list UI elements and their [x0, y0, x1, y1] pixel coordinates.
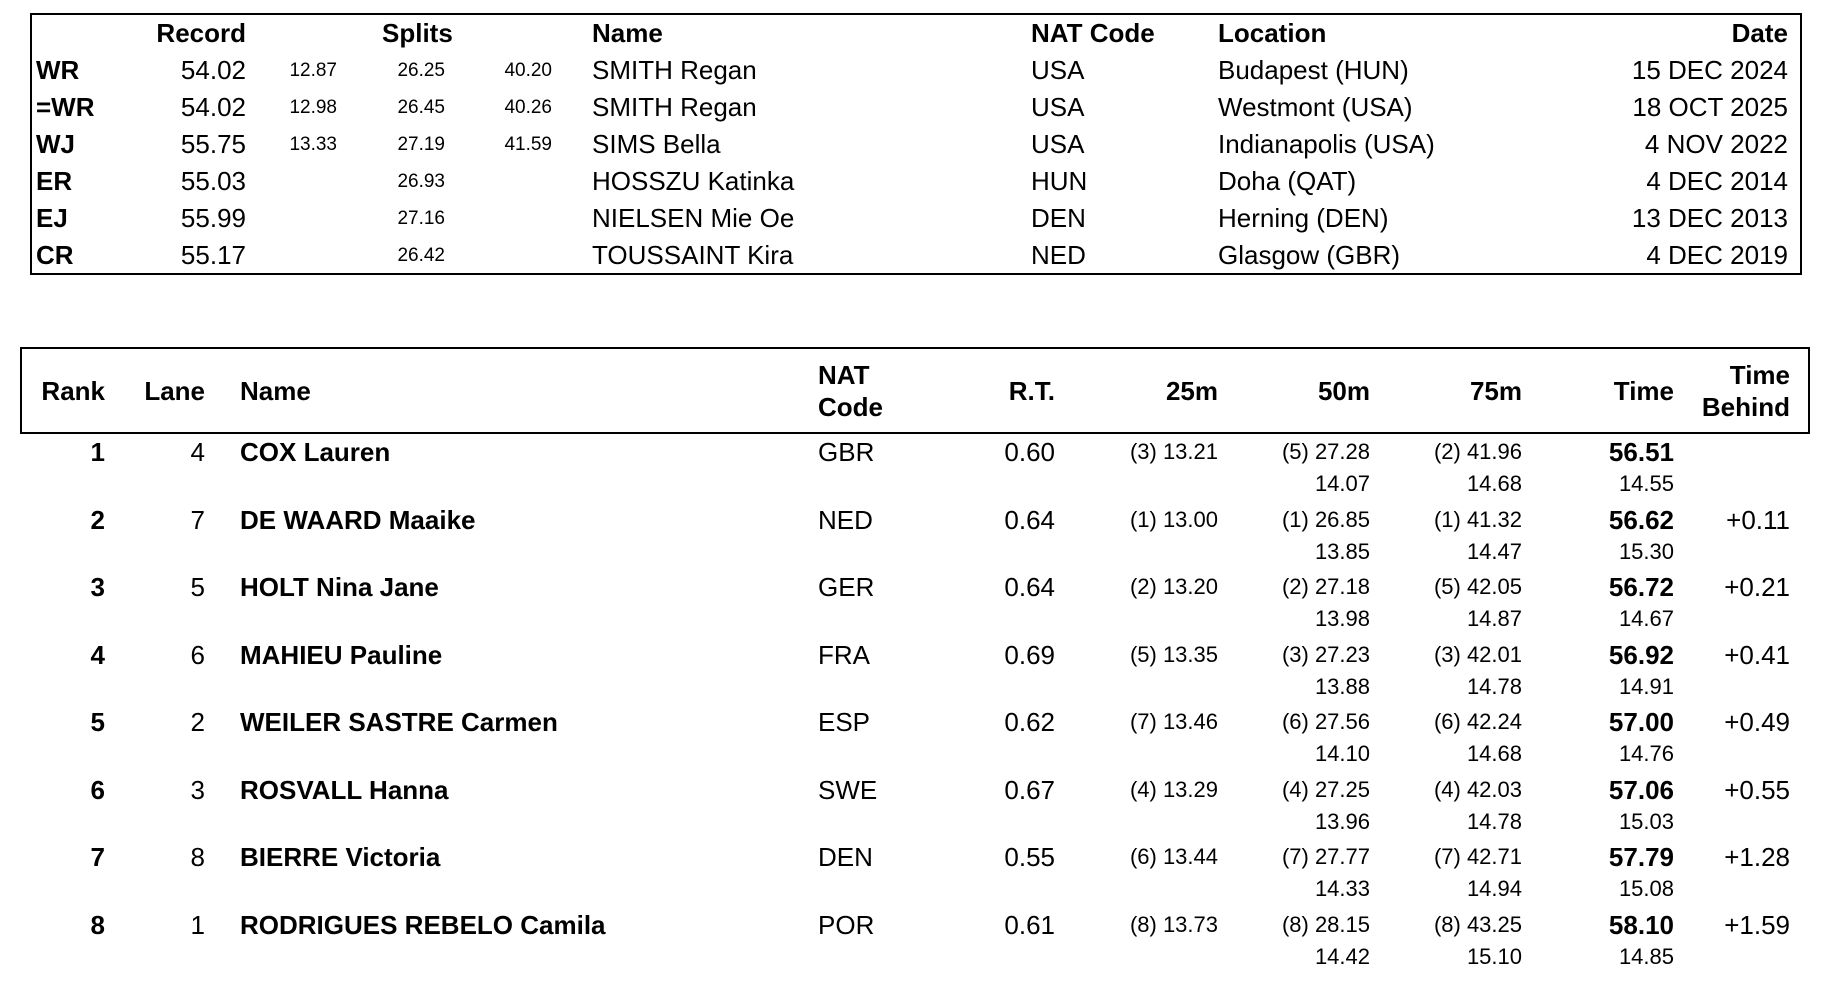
result-rank: 7 [90, 842, 105, 872]
result-75m-split: 14.94 [1466, 876, 1522, 901]
record-location: Budapest (HUN) [1218, 55, 1409, 85]
record-date: 4 DEC 2014 [1646, 166, 1788, 196]
record-nat: DEN [1031, 203, 1086, 233]
results-header-time: Time [1613, 376, 1674, 406]
record-nat: HUN [1031, 166, 1088, 196]
result-75m-split: 15.10 [1466, 943, 1522, 969]
result-75m: (1) 41.32 [1433, 506, 1522, 532]
result-time: 56.62 [1608, 504, 1674, 535]
result-name: DE WAARD Maaike [240, 504, 476, 535]
result-75m-split: 14.68 [1466, 471, 1522, 496]
result-75m: (8) 43.25 [1433, 911, 1522, 937]
result-50m-split: 14.33 [1314, 876, 1370, 901]
result-50m-split: 14.10 [1314, 741, 1370, 766]
record-split-2: 26.45 [397, 97, 445, 118]
result-time-behind: +0.49 [1724, 707, 1790, 737]
result-time-behind: +1.59 [1724, 909, 1790, 940]
result-time-split: 14.67 [1618, 606, 1674, 631]
records-header-date: Date [1731, 18, 1788, 48]
result-rank: 4 [90, 639, 105, 670]
result-time: 57.00 [1608, 707, 1674, 737]
record-location: Indianapolis (USA) [1218, 129, 1435, 159]
record-split-3: 41.59 [504, 134, 552, 155]
result-time-behind: +0.41 [1724, 639, 1790, 670]
result-time: 58.10 [1608, 909, 1674, 940]
record-type: =WR [36, 92, 95, 122]
result-75m: (3) 42.01 [1433, 641, 1522, 667]
result-25m: (8) 13.73 [1129, 911, 1218, 937]
result-50m: (4) 27.25 [1281, 776, 1370, 802]
record-split-1: 13.33 [289, 134, 337, 155]
record-type: EJ [36, 203, 68, 233]
result-50m-split: 13.96 [1314, 808, 1370, 834]
result-name: RODRIGUES REBELO Camila [240, 909, 606, 940]
record-split-3: 40.20 [504, 60, 552, 81]
result-time: 57.06 [1608, 774, 1674, 805]
result-50m: (3) 27.23 [1281, 641, 1370, 667]
result-75m-split: 14.87 [1466, 606, 1522, 631]
record-nat: USA [1031, 129, 1085, 159]
result-time: 56.72 [1608, 572, 1674, 602]
result-time-split: 14.85 [1618, 943, 1674, 969]
record-split-2: 27.16 [397, 208, 445, 229]
result-25m: (5) 13.35 [1129, 641, 1218, 667]
result-50m: (2) 27.18 [1281, 574, 1370, 599]
result-time-behind: +0.21 [1724, 572, 1790, 602]
result-nat: DEN [818, 842, 873, 872]
record-name: SMITH Regan [592, 92, 757, 122]
record-split-3: 40.26 [504, 97, 552, 118]
result-name: ROSVALL Hanna [240, 774, 449, 805]
result-25m: (4) 13.29 [1129, 776, 1218, 802]
result-75m: (5) 42.05 [1433, 574, 1522, 599]
result-name: COX Lauren [240, 437, 391, 467]
record-date: 4 NOV 2022 [1644, 129, 1788, 159]
result-time: 56.51 [1608, 437, 1674, 467]
result-lane: 4 [190, 437, 205, 467]
record-date: 13 DEC 2013 [1631, 203, 1788, 233]
record-name: TOUSSAINT Kira [592, 240, 794, 270]
result-rt: 0.64 [1004, 572, 1055, 602]
record-name: NIELSEN Mie Oe [592, 203, 795, 233]
record-name: HOSSZU Katinka [592, 166, 795, 196]
result-25m: (2) 13.20 [1129, 574, 1218, 599]
result-rank: 3 [90, 572, 105, 602]
record-nat: USA [1031, 92, 1085, 122]
result-lane: 8 [190, 842, 205, 872]
records-header-nat: NAT Code [1031, 18, 1155, 48]
results-header-behind-line2: Behind [1701, 392, 1790, 422]
result-rt: 0.60 [1004, 437, 1055, 467]
results-header-75m: 75m [1469, 376, 1522, 406]
record-type: ER [36, 166, 73, 196]
result-rt: 0.61 [1004, 909, 1055, 940]
results-header-behind-line1: Time [1729, 360, 1790, 390]
result-nat: SWE [818, 774, 878, 805]
result-rank: 5 [90, 707, 105, 737]
result-50m: (8) 28.15 [1281, 911, 1370, 937]
result-rank: 2 [90, 504, 105, 535]
result-lane: 7 [190, 504, 205, 535]
result-75m-split: 14.47 [1466, 538, 1522, 564]
result-75m: (7) 42.71 [1433, 844, 1522, 869]
result-time-behind: +0.55 [1724, 774, 1790, 805]
result-time-split: 15.08 [1618, 876, 1674, 901]
results-header-rt: R.T. [1008, 376, 1055, 406]
result-50m-split: 14.42 [1314, 943, 1370, 969]
record-time: 55.17 [180, 240, 246, 270]
results-header-rank: Rank [41, 376, 105, 406]
result-75m: (6) 42.24 [1433, 709, 1522, 734]
result-25m: (3) 13.21 [1129, 439, 1218, 464]
result-name: MAHIEU Pauline [240, 639, 443, 670]
result-50m: (5) 27.28 [1281, 439, 1370, 464]
record-split-2: 26.25 [397, 60, 445, 81]
record-date: 18 OCT 2025 [1632, 92, 1788, 122]
result-rank: 6 [90, 774, 105, 805]
result-rank: 1 [90, 437, 105, 467]
result-lane: 5 [190, 572, 205, 602]
records-header-record: Record [156, 18, 246, 48]
result-rt: 0.55 [1004, 842, 1055, 872]
record-split-2: 26.93 [397, 171, 445, 192]
result-rt: 0.69 [1004, 639, 1055, 670]
results-header-lane: Lane [144, 376, 205, 406]
record-split-1: 12.98 [289, 97, 337, 118]
result-nat: POR [818, 909, 875, 940]
results-header-25m: 25m [1165, 376, 1218, 406]
result-name: BIERRE Victoria [240, 842, 441, 872]
record-nat: NED [1031, 240, 1086, 270]
result-50m-split: 14.07 [1314, 471, 1370, 496]
result-50m-split: 13.85 [1314, 538, 1370, 564]
result-nat: FRA [818, 639, 870, 670]
result-time-behind: +1.28 [1724, 842, 1790, 872]
record-type: WJ [36, 129, 75, 159]
record-location: Glasgow (GBR) [1218, 240, 1401, 270]
record-time: 55.75 [180, 129, 246, 159]
result-time: 57.79 [1608, 842, 1674, 872]
records-header-splits: Splits [382, 18, 453, 48]
result-50m-split: 13.88 [1314, 673, 1370, 699]
record-time: 54.02 [180, 92, 246, 122]
result-time-split: 14.76 [1618, 741, 1674, 766]
results-header-nat-line2: Code [818, 392, 883, 422]
result-50m: (1) 26.85 [1281, 506, 1370, 532]
result-25m: (7) 13.46 [1129, 709, 1218, 734]
record-split-2: 27.19 [397, 134, 445, 155]
result-75m-split: 14.78 [1466, 673, 1522, 699]
result-time-behind: +0.11 [1726, 504, 1790, 535]
record-name: SIMS Bella [592, 129, 721, 159]
record-nat: USA [1031, 55, 1085, 85]
result-time-split: 14.91 [1618, 673, 1674, 699]
results-header-nat-line1: NAT [818, 360, 870, 390]
record-location: Doha (QAT) [1218, 166, 1357, 196]
result-lane: 6 [190, 639, 205, 670]
result-name: HOLT Nina Jane [240, 572, 439, 602]
result-lane: 3 [190, 774, 205, 805]
record-date: 4 DEC 2019 [1646, 240, 1788, 270]
result-time-split: 15.30 [1618, 538, 1674, 564]
record-time: 54.02 [180, 55, 246, 85]
result-75m-split: 14.78 [1466, 808, 1522, 834]
results-header-50m: 50m [1317, 376, 1370, 406]
records-header-name: Name [592, 18, 663, 48]
result-75m: (2) 41.96 [1433, 439, 1522, 464]
record-location: Westmont (USA) [1218, 92, 1413, 122]
result-lane: 2 [190, 707, 205, 737]
record-name: SMITH Regan [592, 55, 757, 85]
record-type: CR [36, 240, 74, 270]
result-time: 56.92 [1608, 639, 1674, 670]
result-rt: 0.62 [1004, 707, 1055, 737]
result-name: WEILER SASTRE Carmen [240, 707, 558, 737]
result-nat: ESP [818, 707, 871, 737]
record-split-2: 26.42 [397, 245, 445, 266]
result-time-split: 14.55 [1618, 471, 1674, 496]
result-25m: (1) 13.00 [1129, 506, 1218, 532]
record-split-1: 12.87 [289, 60, 337, 81]
result-rank: 8 [90, 909, 105, 940]
result-75m-split: 14.68 [1466, 741, 1522, 766]
result-nat: GER [818, 572, 875, 602]
record-time: 55.99 [180, 203, 246, 233]
records-header-location: Location [1218, 18, 1327, 48]
results-header-name: Name [240, 376, 311, 406]
record-type: WR [36, 55, 80, 85]
result-75m: (4) 42.03 [1433, 776, 1522, 802]
result-nat: GBR [818, 437, 875, 467]
result-lane: 1 [190, 909, 205, 940]
result-50m: (6) 27.56 [1281, 709, 1370, 734]
record-time: 55.03 [180, 166, 246, 196]
result-50m-split: 13.98 [1314, 606, 1370, 631]
record-date: 15 DEC 2024 [1631, 55, 1788, 85]
result-rt: 0.67 [1004, 774, 1055, 805]
record-location: Herning (DEN) [1218, 203, 1389, 233]
result-nat: NED [818, 504, 873, 535]
result-25m: (6) 13.44 [1129, 844, 1218, 869]
result-time-split: 15.03 [1618, 808, 1674, 834]
result-rt: 0.64 [1004, 504, 1055, 535]
result-50m: (7) 27.77 [1281, 844, 1370, 869]
